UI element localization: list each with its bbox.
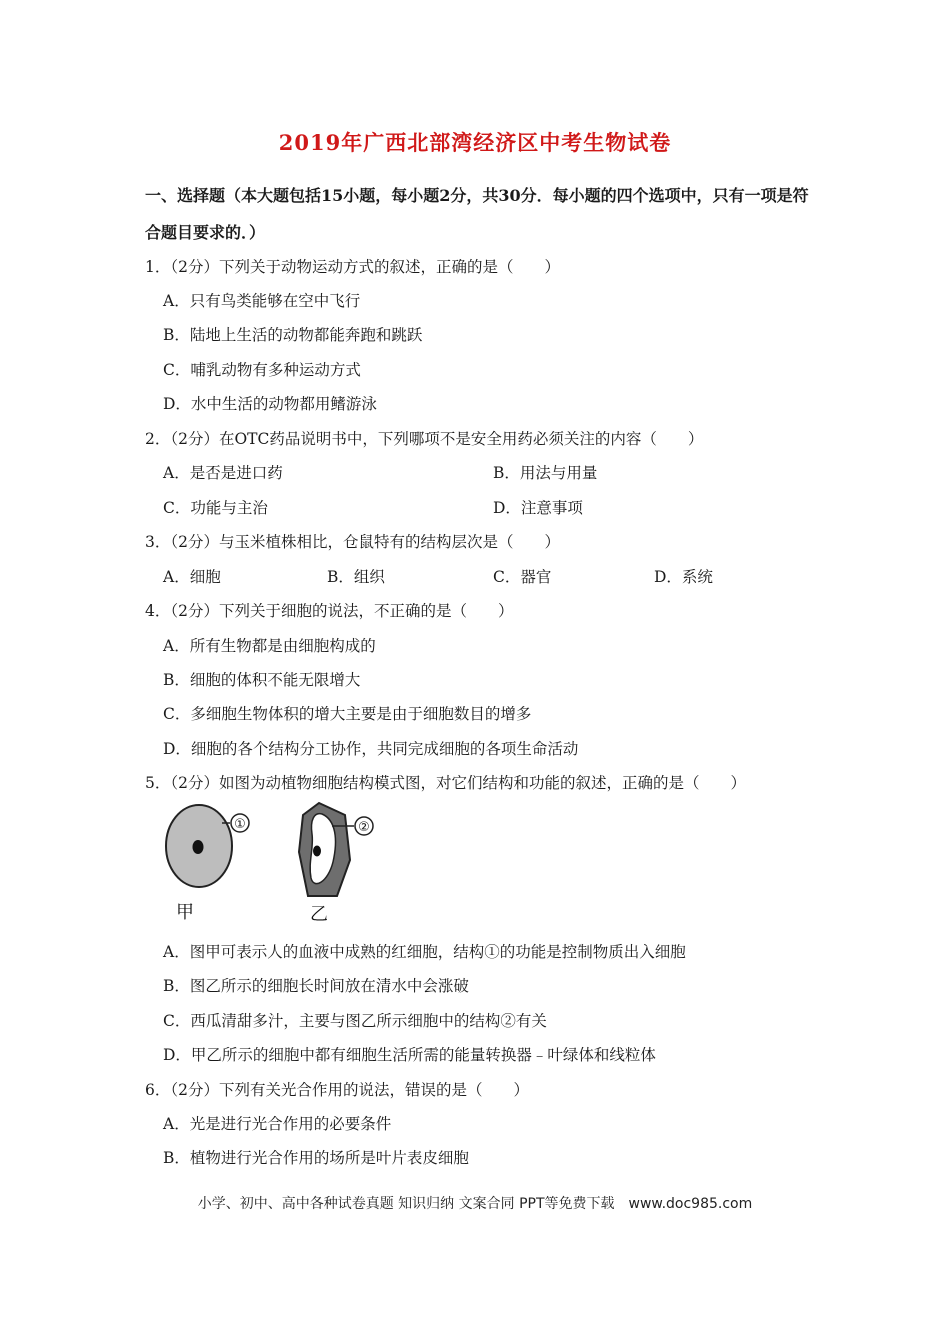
label-yi: 乙: [310, 904, 328, 925]
question-6-stem: 6．（2分）下列有关光合作用的说法，错误的是（ ）: [145, 1081, 529, 1099]
footer-note: 小学、初中、高中各种试卷真题 知识归纳 文案合同 PPT等免费下载 www.doc985.com: [197, 1196, 753, 1212]
question-1-stem: 1．（2分）下列关于动物运动方式的叙述，正确的是（ ）: [145, 258, 560, 276]
question-2-stem: 2．（2分）在OTC药品说明书中，下列哪项不是安全用药必须关注的内容（ ）: [145, 430, 704, 448]
question-4-option-d: D．细胞的各个结构分工协作，共同完成细胞的各项生命活动: [163, 740, 579, 758]
question-4-option-c: C．多细胞生物体积的增大主要是由于细胞数目的增多: [163, 705, 532, 723]
question-4-option-a: A．所有生物都是由细胞构成的: [163, 637, 376, 655]
plant-cell-nucleus: [313, 846, 321, 857]
question-5-option-a: A．图甲可表示人的血液中成熟的红细胞，结构①的功能是控制物质出入细胞: [163, 943, 686, 961]
question-3-stem: 3．（2分）与玉米植株相比，仓鼠特有的结构层次是（ ）: [145, 533, 560, 551]
question-2-option-a: A．是否是进口药: [163, 464, 283, 482]
question-1-option-a: A．只有鸟类能够在空中飞行: [163, 292, 361, 310]
question-1-option-b: B．陆地上生活的动物都能奔跑和跳跃: [163, 326, 423, 344]
mark-1: ①: [234, 817, 246, 832]
question-5-option-d: D．甲乙所示的细胞中都有细胞生活所需的能量转换器﹣叶绿体和线粒体: [163, 1046, 656, 1064]
question-5-option-b: B．图乙所示的细胞长时间放在清水中会涨破: [163, 977, 469, 995]
question-6-option-b: B．植物进行光合作用的场所是叶片表皮细胞: [163, 1149, 469, 1167]
question-3-option-d: D．系统: [654, 568, 713, 586]
question-6-option-a: A．光是进行光合作用的必要条件: [163, 1115, 392, 1133]
label-jia: 甲: [176, 902, 194, 923]
question-4-stem: 4．（2分）下列关于细胞的说法，不正确的是（ ）: [145, 602, 514, 620]
question-1-option-d: D．水中生活的动物都用鳍游泳: [163, 395, 377, 413]
question-5-stem: 5．（2分）如图为动植物细胞结构模式图，对它们结构和功能的叙述，正确的是（ ）: [145, 774, 746, 792]
question-1-option-c: C．哺乳动物有多种运动方式: [163, 361, 361, 379]
animal-cell-nucleus: [193, 840, 204, 854]
question-4-option-b: B．细胞的体积不能无限增大: [163, 671, 361, 689]
section-heading: 一、选择题（本大题包括15小题，每小题2分，共30分．每小题的四个选项中，只有一项是符合题目要求的．）: [145, 186, 809, 242]
question-2-option-c: C．功能与主治: [163, 499, 268, 517]
mark-2: ②: [358, 820, 370, 835]
question-2-option-b: B．用法与用量: [493, 464, 598, 482]
question-2-option-d: D．注意事项: [493, 499, 583, 517]
page-title: 2019年广西北部湾经济区中考生物试卷: [278, 130, 672, 155]
question-5-option-c: C．西瓜清甜多汁，主要与图乙所示细胞中的结构②有关: [163, 1012, 547, 1030]
question-3-option-a: A．细胞: [163, 568, 221, 586]
question-3-option-c: C．器官: [493, 568, 552, 586]
cell-diagram: [162, 800, 392, 925]
question-3-option-b: B．组织: [327, 568, 385, 586]
